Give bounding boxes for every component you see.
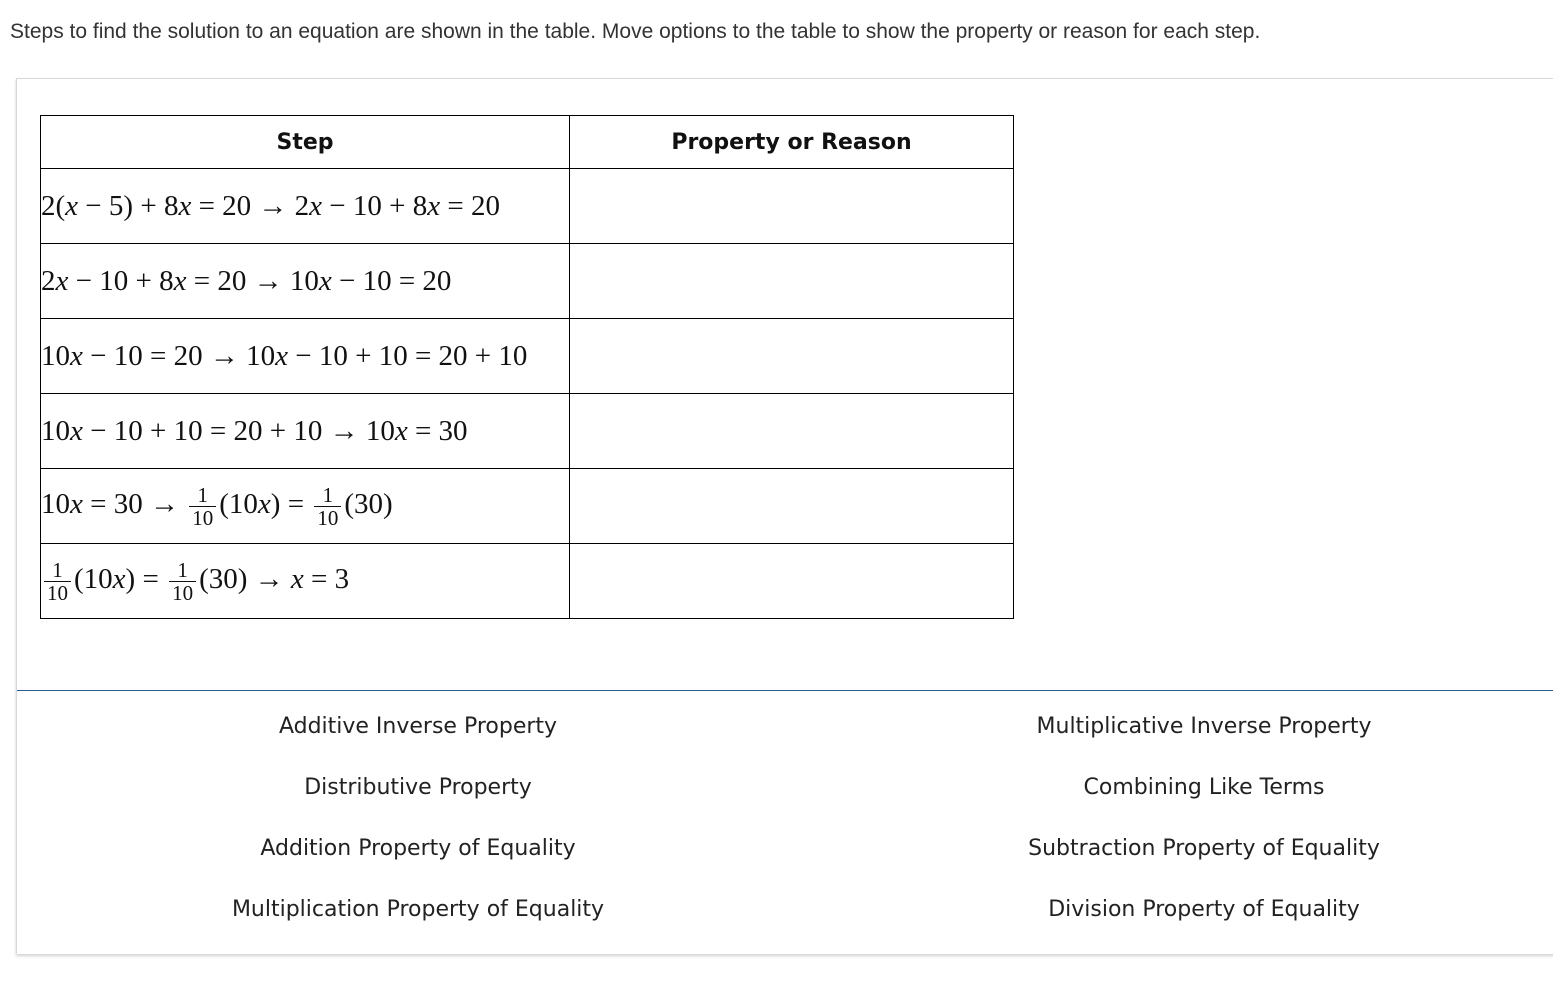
step-before: 10x − 10 + 10 = 20 + 10 [41,414,323,447]
reason-drop-target[interactable] [570,319,1014,394]
step-column-header: Step [41,116,570,169]
table-row [41,469,1014,544]
step-cell [41,319,570,394]
option-multiplicative-inverse-property[interactable]: Multiplicative Inverse Property [1036,714,1372,739]
fraction-one-tenth: $\frac{1}{10}$ [189,484,216,529]
options-divider [17,690,1553,691]
arrow-icon: → [253,264,283,297]
arrow-icon: → [258,189,288,222]
step-before: 2x − 10 + 8x = 20 [41,264,247,297]
reason-drop-target[interactable] [570,169,1014,244]
fraction-one-tenth: $\frac{1}{10}$ [44,559,71,604]
instructions-text: Steps to find the solution to an equation are shown in the table. Move options to the table to show the property or reason for each step. [10,20,1261,43]
step-before: 10x − 10 = 20 [41,339,203,372]
arrow-icon: → [329,414,359,447]
reason-drop-target[interactable] [570,394,1014,469]
step-after: 10x − 10 = 20 [289,264,452,297]
step-before: 2(x − 5) + 8x = 20 [41,189,252,222]
table-row [41,544,1014,619]
step-after: 10x = 30 [365,414,468,447]
option-addition-property-of-equality[interactable]: Addition Property of Equality [260,836,576,861]
option-additive-inverse-property[interactable]: Additive Inverse Property [278,714,558,739]
step-cell [41,244,570,319]
steps-table [40,115,1014,619]
step-before: 10x = 30 [41,487,143,520]
table-row [41,244,1014,319]
table-row [41,394,1014,469]
step-cell: 10x = 30 → $\frac{1}{10}$ (10x) = $\frac{1}{10}$ (30) [41,469,570,544]
arrow-icon: → [254,562,284,595]
step-after: x = 3 [290,562,350,595]
table-row [41,169,1014,244]
step-cell [41,169,570,244]
option-multiplication-property-of-equality[interactable]: Multiplication Property of Equality [231,897,605,922]
table-row [41,319,1014,394]
reason-drop-target[interactable] [570,544,1014,619]
reason-drop-target[interactable] [570,244,1014,319]
step-cell [41,394,570,469]
fraction-one-tenth: $\frac{1}{10}$ [169,559,196,604]
step-after: 2x − 10 + 8x = 20 [294,189,500,222]
option-combining-like-terms[interactable]: Combining Like Terms [1083,775,1325,800]
step-cell: $\frac{1}{10}$ (10x) = $\frac{1}{10}$ (30) → x = 3 [41,544,570,619]
reason-column-header: Property or Reason [570,116,1014,169]
reason-drop-target[interactable] [570,469,1014,544]
question-panel [16,78,1553,954]
arrow-icon: → [149,487,179,520]
step-after: 10x − 10 + 10 = 20 + 10 [246,339,528,372]
option-division-property-of-equality[interactable]: Division Property of Equality [1048,897,1360,922]
option-subtraction-property-of-equality[interactable]: Subtraction Property of Equality [1028,836,1380,861]
option-distributive-property[interactable]: Distributive Property [304,775,532,800]
fraction-one-tenth: $\frac{1}{10}$ [314,484,341,529]
arrow-icon: → [209,339,239,372]
